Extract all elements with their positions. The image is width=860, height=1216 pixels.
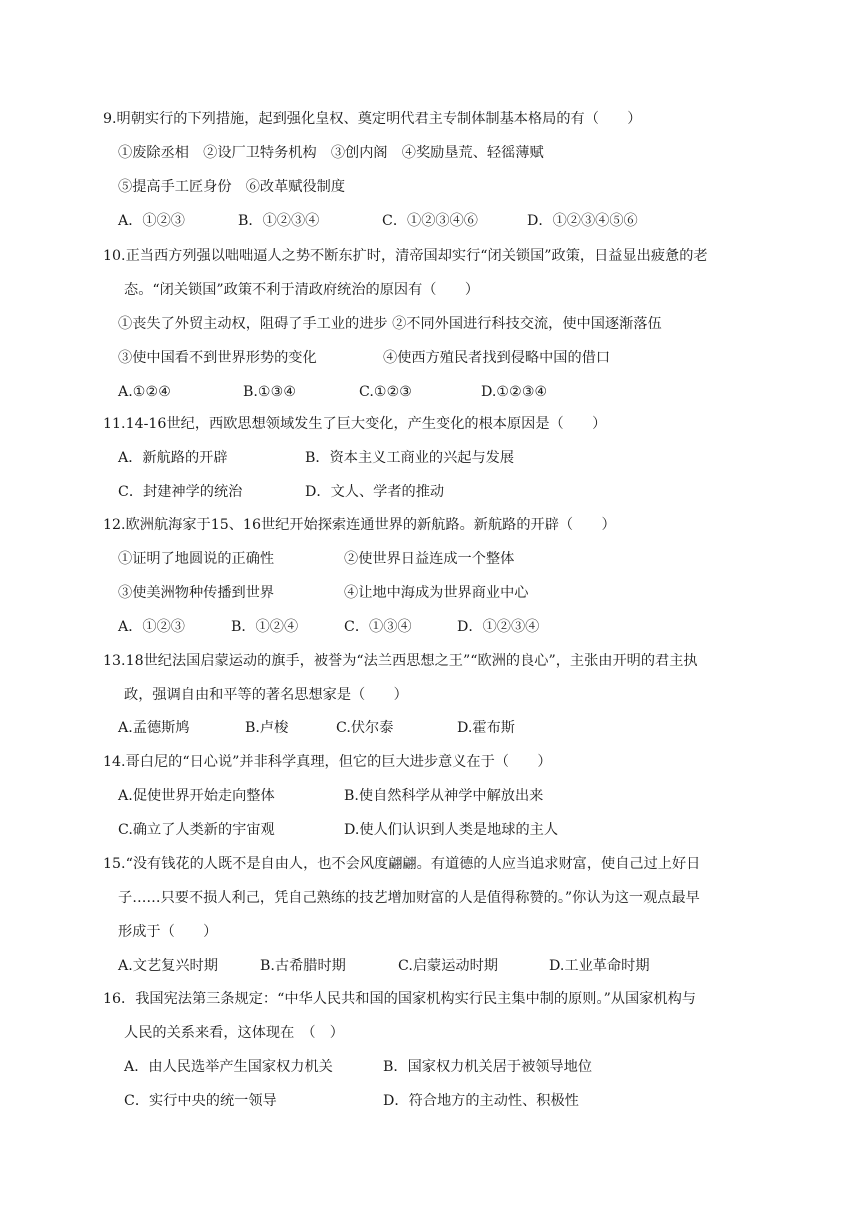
question-15-choice-a: A.文艺复兴时期 (118, 958, 218, 974)
question-16-stem-line-1: 16．我国宪法第三条规定：“中华人民共和国的国家机构实行民主集中制的原则。”从国家机构与 (103, 991, 696, 1007)
question-9-choice-a: A．①②③ (118, 213, 185, 229)
question-13-stem-line-1: 13.18世纪法国启蒙运动的旗手，被誉为“法兰西思想之王”“欧洲的良心”，主张由开明的君主执 (103, 653, 698, 669)
question-15-stem-line-1: 15.“没有钱花的人既不是自由人，也不会风度翩翩。有道德的人应当追求财富，使自己过上好日 (103, 856, 701, 872)
question-15-choice-b: B.古希腊时期 (260, 958, 346, 974)
question-10-choice-a: A.①②④ (118, 384, 171, 400)
question-16-stem-line-2: 人民的关系来看，这体现在 （ ） (124, 1025, 344, 1041)
question-15-choice-c: C.启蒙运动时期 (398, 958, 498, 974)
question-9-choice-d: D．①②③④⑤⑥ (527, 213, 638, 229)
question-10-choice-c: C.①②③ (359, 384, 413, 400)
question-14-choice-d: D.使人们认识到人类是地球的主人 (344, 822, 559, 838)
question-13-choice-c: C.伏尔泰 (336, 720, 394, 736)
question-16-choice-c: C．实行中央的统一领导 (124, 1093, 277, 1109)
question-9-choice-b: B．①②③④ (238, 213, 320, 229)
question-11-stem: 11.14-16世纪，西欧思想领域发生了巨大变化，产生变化的根本原因是（ ） (103, 416, 607, 432)
question-10-item-line-1: ①丧失了外贸主动权，阻碍了手工业的进步 ②不同外国进行科技交流，使中国逐渐落伍 (118, 316, 662, 332)
question-16-choice-d: D．符合地方的主动性、积极性 (383, 1093, 579, 1109)
question-12-stem: 12.欧洲航海家于15、16世纪开始探索连通世界的新航路。新航路的开辟（ ） (103, 517, 616, 533)
question-14-choice-c: C.确立了人类新的宇宙观 (118, 822, 275, 838)
question-15-stem-line-3: 形成于（ ） (118, 924, 218, 940)
question-13-choice-a: A.孟德斯鸠 (118, 720, 190, 736)
question-12-choice-c: C．①③④ (344, 619, 412, 635)
question-10-choice-b: B.①③④ (243, 384, 297, 400)
question-13-choice-b: B.卢梭 (245, 720, 289, 736)
question-13-stem-line-2: 政，强调自由和平等的著名思想家是（ ） (124, 687, 408, 703)
question-13-choice-d: D.霍布斯 (457, 720, 515, 736)
question-10-item-3: ③使中国看不到世界形势的变化 (118, 350, 317, 366)
question-14-choice-b: B.使自然科学从神学中解放出来 (344, 788, 544, 804)
question-16-choice-b: B．国家权力机关居于被领导地位 (383, 1059, 593, 1075)
question-12-item-3: ③使美洲物种传播到世界 (118, 585, 275, 601)
question-11-choice-c: C．封建神学的统治 (118, 484, 243, 500)
question-10-choice-d: D.①②③④ (481, 384, 548, 400)
question-10-stem-line-1: 10.正当西方列强以咄咄逼人之势不断东扩时，清帝国却实行“闭关锁国”政策，日益显出疲惫的老 (103, 248, 708, 264)
question-10-stem-line-2: 态。“闭关锁国”政策不利于清政府统治的原因有（ ） (124, 282, 480, 298)
question-12-item-4: ④让地中海成为世界商业中心 (344, 585, 529, 601)
question-14-stem: 14.哥白尼的“日心说”并非科学真理，但它的巨大进步意义在于（ ） (103, 754, 552, 770)
question-9-item-line-1: ①废除丞相 ②设厂卫特务机构 ③创内阁 ④奖励垦荒、轻徭薄赋 (118, 145, 544, 161)
question-12-choice-d: D．①②③④ (457, 619, 540, 635)
question-9-stem: 9.明朝实行的下列措施，起到强化皇权、奠定明代君主专制体制基本格局的有（ ） (103, 111, 642, 127)
question-16-choice-a: A．由人民选举产生国家权力机关 (124, 1059, 333, 1075)
question-11-choice-a: A．新航路的开辟 (118, 450, 228, 466)
question-12-item-1: ①证明了地圆说的正确性 (118, 551, 275, 567)
question-15-choice-d: D.工业革命时期 (549, 958, 650, 974)
question-9-item-line-2: ⑤提高手工匠身份 ⑥改革赋役制度 (118, 179, 346, 195)
question-10-item-4: ④使西方殖民者找到侵略中国的借口 (383, 350, 611, 366)
question-11-choice-d: D．文人、学者的推动 (305, 484, 445, 500)
question-12-choice-a: A．①②③ (118, 619, 185, 635)
question-14-choice-a: A.促使世界开始走向整体 (118, 788, 275, 804)
question-12-item-2: ②使世界日益连成一个整体 (344, 551, 515, 567)
question-9-choice-c: C．①②③④⑥ (382, 213, 478, 229)
question-12-choice-b: B．①②④ (231, 619, 299, 635)
question-11-choice-b: B．资本主义工商业的兴起与发展 (305, 450, 515, 466)
question-15-stem-line-2: 子……只要不损人利己，凭自己熟练的技艺增加财富的人是值得称赞的。”你认为这一观点最早 (118, 890, 700, 906)
